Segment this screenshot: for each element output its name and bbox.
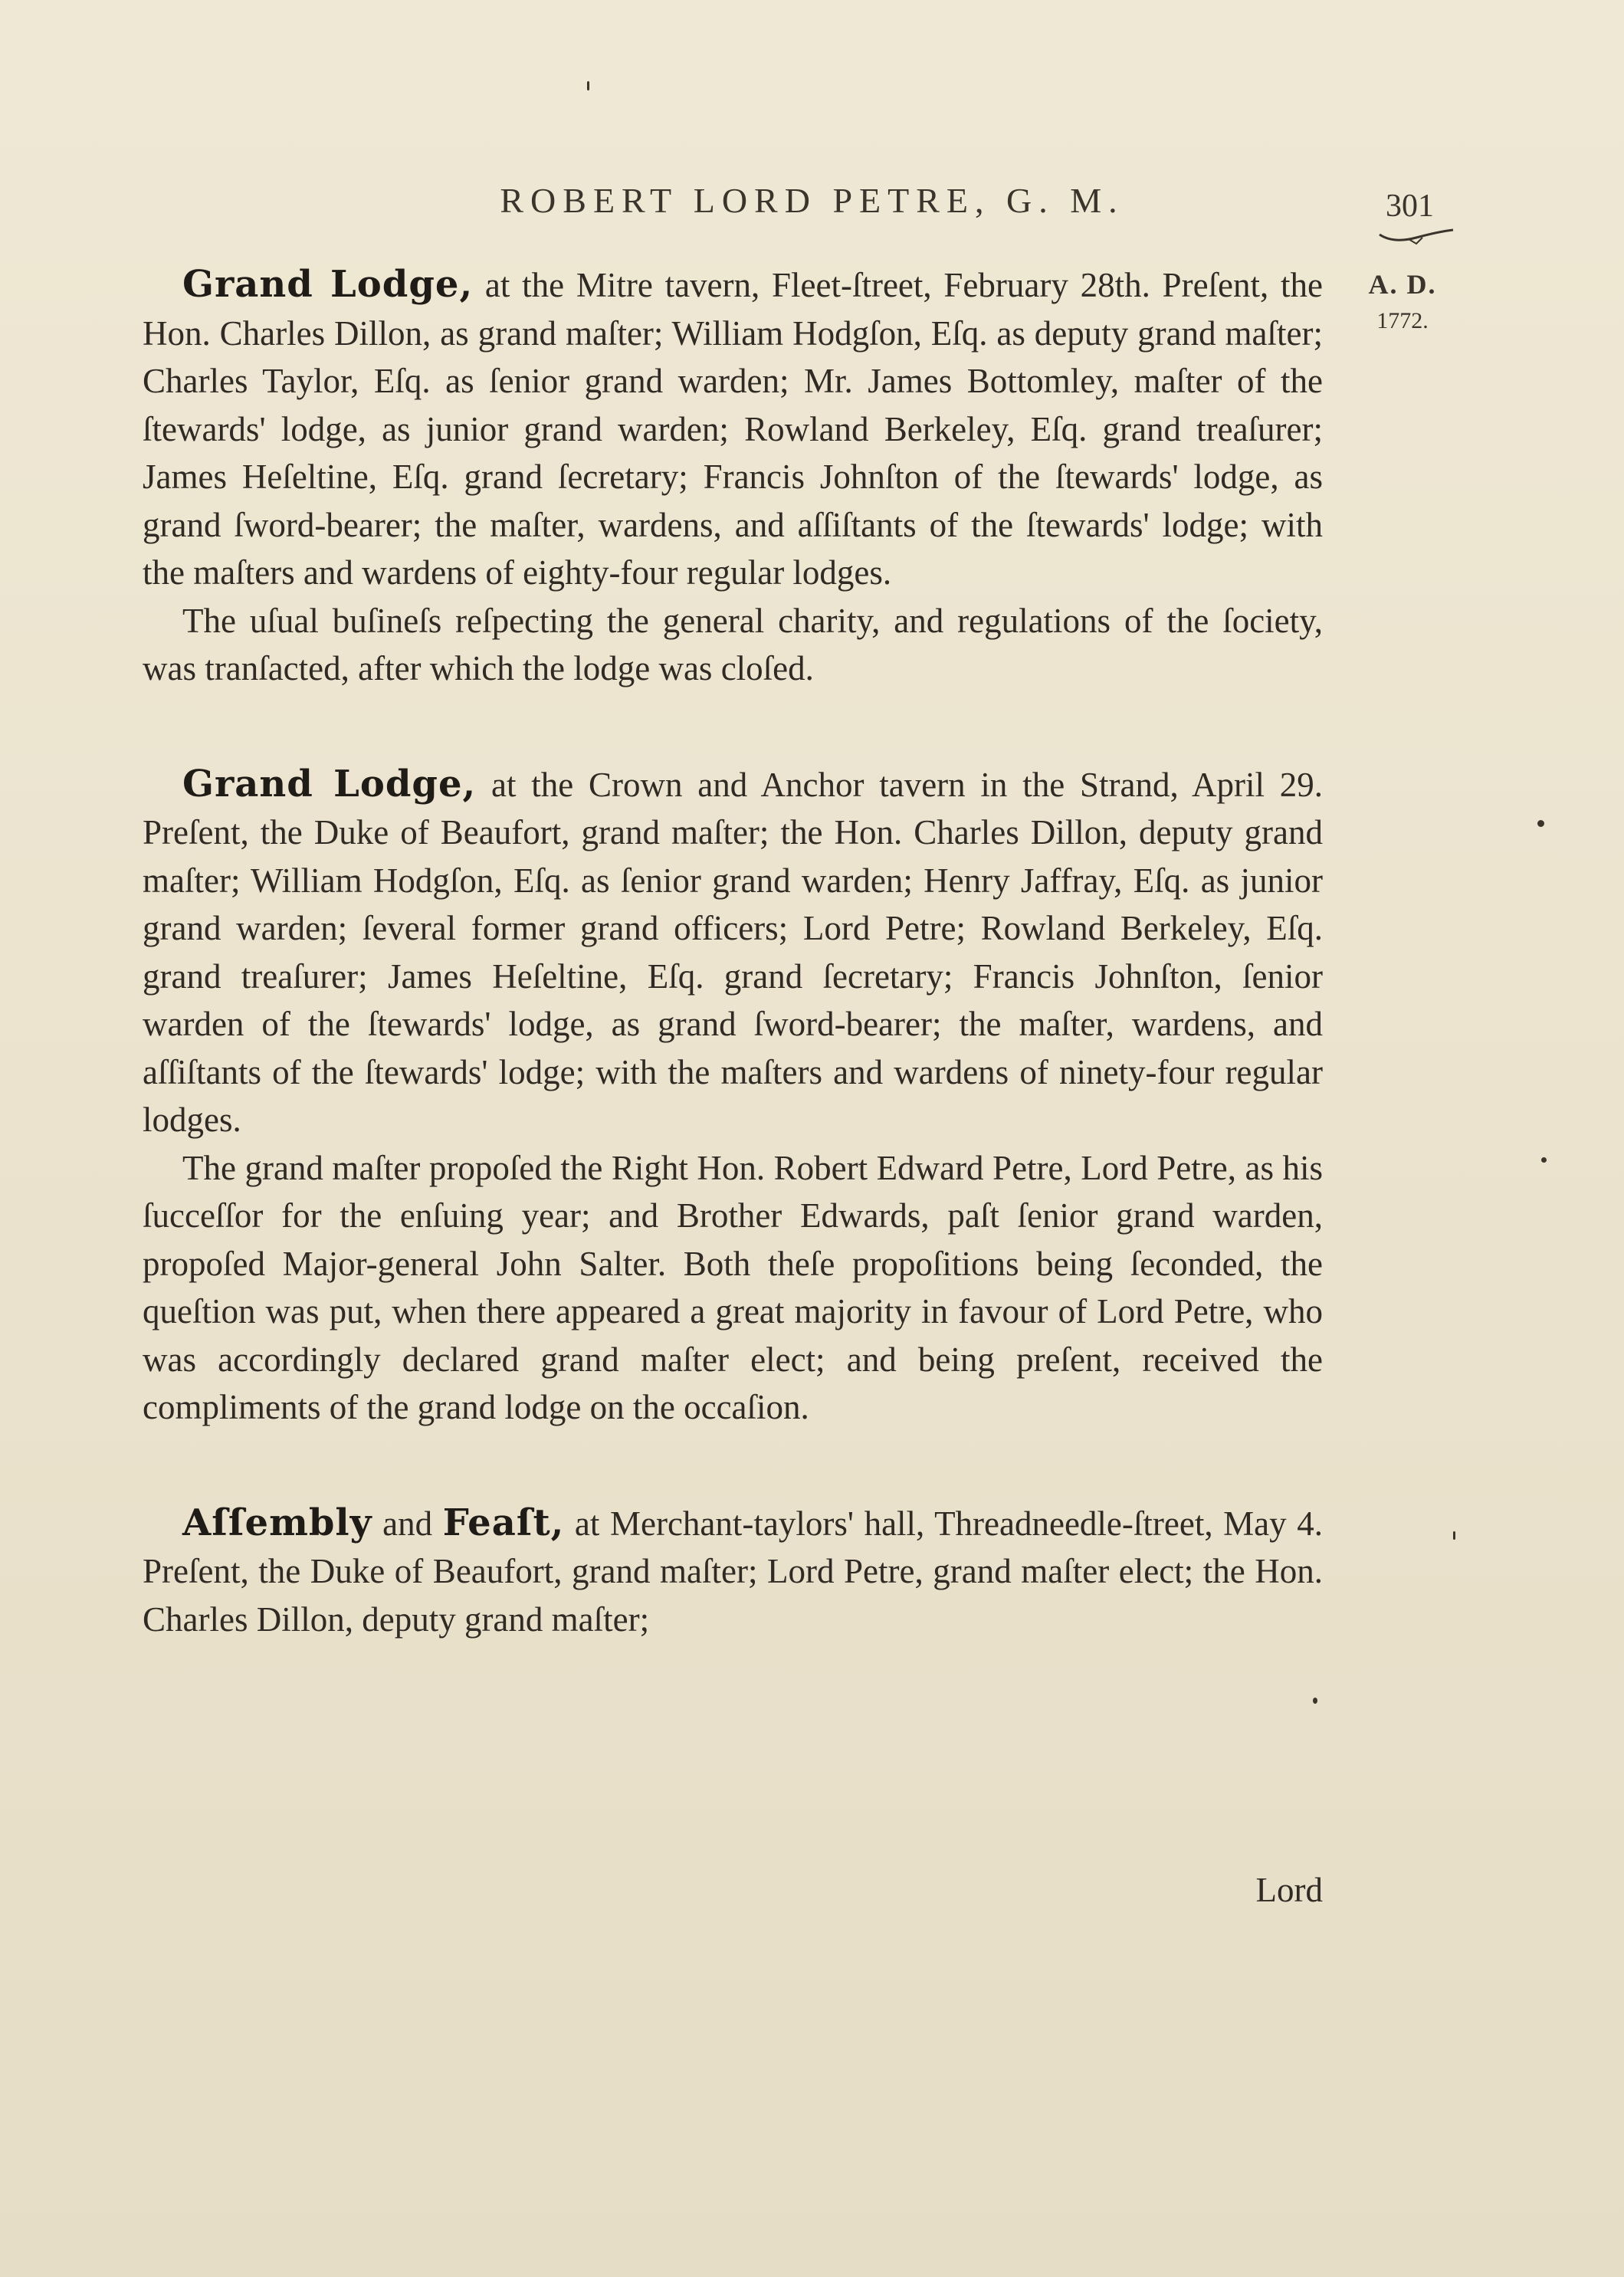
margin-note-era: A. D. <box>1368 269 1437 300</box>
entry-heading-feast: Feaſt, <box>442 1501 565 1544</box>
catchword: Lord <box>1255 1871 1323 1909</box>
flourish-icon <box>1378 228 1455 245</box>
paper-speck <box>1537 820 1544 827</box>
body-text <box>143 261 1323 1643</box>
paper-speck <box>1453 1531 1455 1540</box>
entry-heading: Grand Lodge, <box>182 762 477 805</box>
body-paragraph: The uſual buſineſs reſpecting the general charity, and regulations of the ſociety, was tranſacted, after which the lodge was cloſed. <box>143 601 1323 687</box>
entry-text: at the Crown and Anchor tavern in the Strand, April 29. Preſent, the Duke of Beaufort, grand maſter; the Hon. Charles Dillon, deputy grand maſter; William Hodgſon, Eſq. as ſenior grand warden; Henry Jaffray, Eſq. as junior grand warden; ſeveral former grand officers; Lord Petre; Rowland Berkeley, Eſq. grand treaſurer; James Heſeltine, Eſq. grand ſecretary; Francis Johnſton, ſenior warden of the ſtewards' lodge, as grand ſword-bearer; the maſter, wardens, and aſſiſtants of the ſtewards' lodge; with the maſters and wardens of ninety-four regular lodges. <box>143 765 1323 1139</box>
paper-speck <box>1313 1698 1317 1704</box>
entry-paragraph <box>143 261 1323 597</box>
running-head: ROBERT LORD PETRE, G. M. <box>500 181 1124 220</box>
entry-text: at the Mitre tavern, Fleet-ſtreet, February 28th. Preſent, the Hon. Charles Dillon, as grand maſter; William Hodgſon, Eſq. as deputy grand maſter; Charles Taylor, Eſq. as ſenior grand warden; Mr. James Bottomley, maſter of the ſtewards' lodge, as junior grand warden; Rowland Berkeley, Eſq. grand treaſurer; James Heſeltine, Eſq. grand ſecretary; Francis Johnſton of the ſtewards' lodge, as grand ſword-bearer; the maſter, wardens, and aſſiſtants of the ſtewards' lodge; with the maſters and wardens of eighty-four regular lodges. <box>143 266 1323 592</box>
entry-paragraph <box>143 1499 1323 1644</box>
paper-speck <box>1541 1157 1547 1163</box>
page-number: 301 <box>1386 189 1434 224</box>
entry-paragraph <box>143 760 1323 1144</box>
entry-heading: Grand Lodge, <box>182 263 474 306</box>
entry-heading-joiner: and <box>372 1504 443 1543</box>
paper-speck <box>587 81 589 90</box>
body-paragraph: The grand maſter propoſed the Right Hon. Robert Edward Petre, Lord Petre, as his ſucceſſor for the enſuing year; and Brother Edwards, paſt ſenior grand warden, propoſed Major-general John Salter. Both theſe propoſitions being ſeconded, the queſtion was put, when there appeared a great majority in favour of Lord Petre, who was accordingly declared grand maſter elect; and being preſent, received the compliments of the grand lodge on the occaſion. <box>143 1148 1323 1426</box>
margin-note-date <box>1349 268 1456 334</box>
entry-text: at Merchant-taylors' hall, Threadneedle-ſtreet, May 4. Preſent, the Duke of Beaufort, grand maſter; Lord Petre, grand maſter elect; the Hon. Charles Dillon, deputy grand maſter; <box>143 1504 1323 1639</box>
entry-heading-assembly: Aſſembly <box>182 1501 372 1544</box>
margin-note-year: 1772. <box>1376 308 1429 333</box>
